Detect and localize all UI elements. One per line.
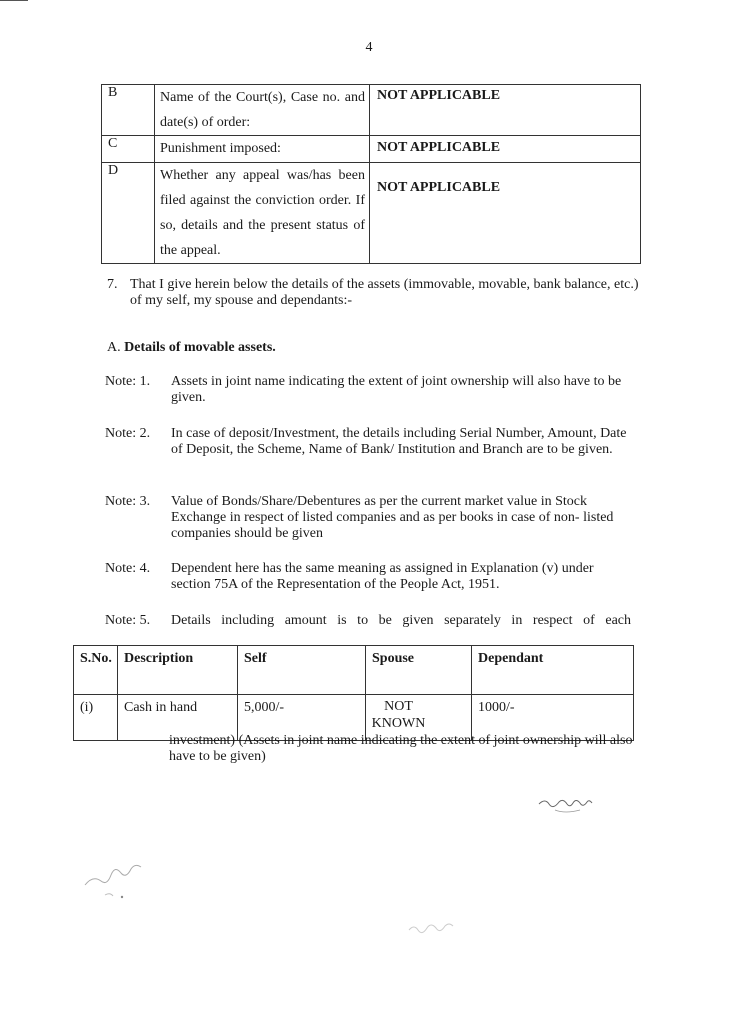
cell-description: Cash in hand (118, 695, 238, 741)
note-label: Note: 4. (105, 561, 151, 576)
note-text: Value of Bonds/Share/Debentures as per the current market value in Stock Exchange in respect of listed companies and as per books in case of non- listed companies should be given (171, 494, 614, 541)
row-question: Whether any appeal was/has been filed against the conviction order. If so, details and the present status of the appeal. (155, 163, 370, 264)
section-title: Details of movable assets. (124, 340, 276, 355)
section-heading (107, 340, 276, 356)
note-5-continued: investment) (Assets in joint name indicating the extent of joint ownership will also have to be given) (169, 733, 633, 764)
column-header-spouse: Spouse (366, 646, 472, 695)
row-answer: NOT APPLICABLE (370, 163, 641, 264)
scan-edge-mark (0, 0, 28, 1)
cell-sno: (i) (74, 695, 118, 741)
cell-self: 5,000/- (238, 695, 366, 741)
row-question: Name of the Court(s), Case no. and date(s) of order: (155, 85, 370, 136)
row-label: D (102, 163, 155, 264)
faint-scan-mark (405, 918, 465, 940)
note-text: In case of deposit/Investment, the details including Serial Number, Amount, Date of Deposit, the Scheme, Name of Bank/ Institution and Branch are to be given. (171, 426, 627, 457)
note-label: Note: 5. (105, 613, 151, 628)
table-row (102, 163, 641, 264)
note-label: Note: 1. (105, 374, 151, 389)
section-letter: A. (107, 340, 121, 355)
table-row (102, 85, 641, 136)
conviction-details-table (101, 84, 641, 264)
table-row (102, 136, 641, 163)
paragraph-number: 7. (107, 277, 118, 292)
row-label: B (102, 85, 155, 136)
paragraph-text: That I give herein below the details of the assets (immovable, movable, bank balance, etc.) of my self, my spouse and dependants:- (130, 277, 639, 308)
note-text: Dependent here has the same meaning as assigned in Explanation (v) under section 75A of the Representation of the People Act, 1951. (171, 561, 594, 592)
cell-dependant: 1000/- (472, 695, 634, 741)
faint-signature-mark (75, 845, 175, 905)
movable-assets-table (73, 645, 634, 741)
column-header-description: Description (118, 646, 238, 695)
note-text: Assets in joint name indicating the extent of joint ownership will also have to be given. (171, 374, 622, 405)
page-number: 4 (365, 40, 373, 55)
row-label: C (102, 136, 155, 163)
column-header-self: Self (238, 646, 366, 695)
row-answer: NOT APPLICABLE (370, 136, 641, 163)
cell-spouse: NOT KNOWN (366, 695, 472, 741)
note-text: Details including amount is to be given separately in respect of each (171, 613, 631, 628)
column-header-dependant: Dependant (472, 646, 634, 695)
row-question: Punishment imposed: (155, 136, 370, 163)
table-header-row (74, 646, 634, 695)
row-answer: NOT APPLICABLE (370, 85, 641, 136)
note-label: Note: 2. (105, 426, 151, 441)
signature-mark (535, 790, 605, 820)
column-header-sno: S.No. (74, 646, 118, 695)
note-label: Note: 3. (105, 494, 151, 509)
